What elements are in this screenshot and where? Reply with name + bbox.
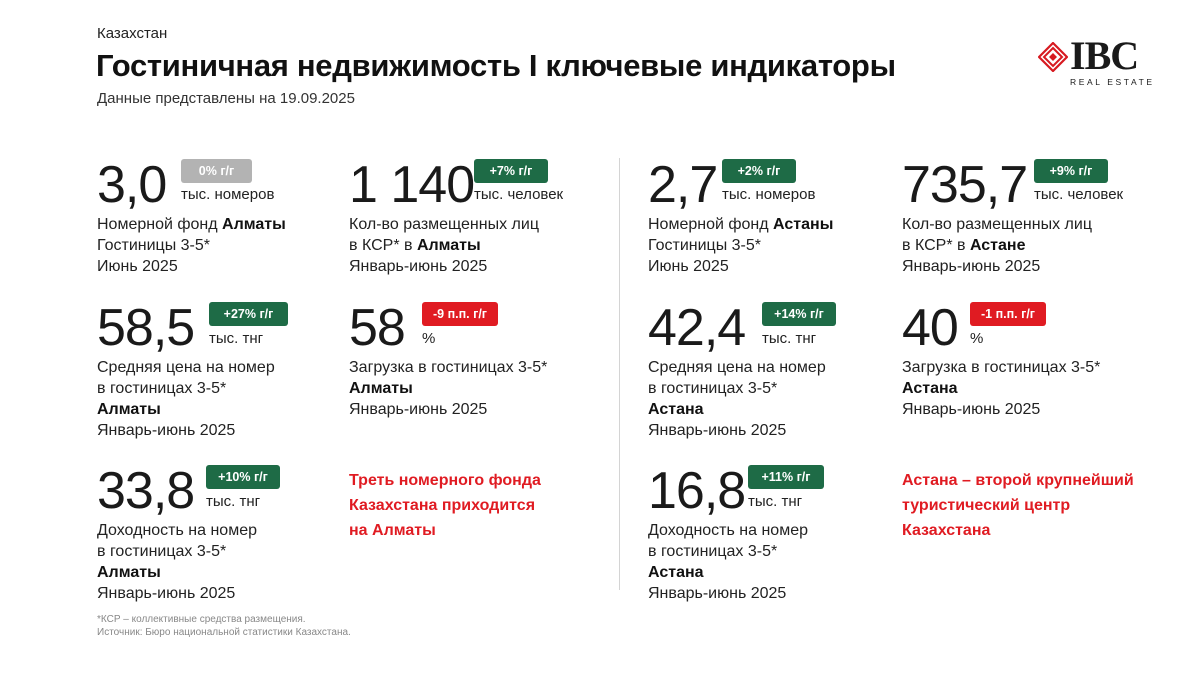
kpi-description: Номерной фонд Алматы Гостиницы 3-5* Июнь 2025 xyxy=(97,216,286,275)
kpi-value: 40 xyxy=(902,299,958,357)
kpi-description: Кол-во размещенных лиц в КСР* в Алматы Январь-июнь 2025 xyxy=(349,216,539,275)
ibc-logo-mark-icon xyxy=(1038,42,1068,72)
kpi-astana-guests xyxy=(902,158,1192,278)
kpi-change-badge: +2% г/г xyxy=(722,159,796,183)
kpi-value: 1 140 xyxy=(349,156,475,214)
kpi-almaty-load xyxy=(349,301,639,421)
kpi-change-badge: +27% г/г xyxy=(209,302,288,326)
ibc-logo xyxy=(1038,33,1155,90)
kpi-description: Загрузка в гостиницах 3-5* Астана Январь-июнь 2025 xyxy=(902,359,1101,418)
kpi-change-badge: 0% г/г xyxy=(181,159,252,183)
country-label: Казахстан xyxy=(97,25,168,42)
kpi-unit: тыс. тнг xyxy=(748,493,803,510)
kpi-almaty-guests xyxy=(349,158,639,278)
kpi-value: 3,0 xyxy=(97,156,167,214)
kpi-change-badge: +9% г/г xyxy=(1034,159,1108,183)
kpi-unit: тыс. тнг xyxy=(762,330,817,347)
kpi-change-badge: -1 п.п. г/г xyxy=(970,302,1046,326)
kpi-astana-rooms xyxy=(648,158,938,278)
almaty-highlight-note: Треть номерного фонда Казахстана приходится на Алматы xyxy=(349,472,541,539)
source-note: Источник: Бюро национальной статистики Казахстана. xyxy=(97,627,351,638)
kpi-change-badge: +10% г/г xyxy=(206,465,280,489)
kpi-astana-price xyxy=(648,301,938,441)
kpi-almaty-rooms xyxy=(97,158,387,278)
kpi-unit: тыс. номеров xyxy=(722,186,816,203)
kpi-change-badge: +14% г/г xyxy=(762,302,836,326)
kpi-value: 33,8 xyxy=(97,462,195,520)
kpi-unit: тыс. тнг xyxy=(206,493,261,510)
logo-subtitle: REAL ESTATE xyxy=(1070,77,1155,87)
kpi-astana-revpar xyxy=(648,464,938,604)
page-subtitle: Данные представлены на 19.09.2025 xyxy=(97,90,355,107)
kpi-value: 58 xyxy=(349,299,405,357)
kpi-change-badge: -9 п.п. г/г xyxy=(422,302,498,326)
kpi-astana-load xyxy=(902,301,1192,421)
kpi-description: Доходность на номер в гостиницах 3-5* Алматы Январь-июнь 2025 xyxy=(97,522,257,602)
page-title: Гостиничная недвижимость I ключевые индикаторы xyxy=(96,48,896,83)
kpi-description: Кол-во размещенных лиц в КСР* в Астане Январь-июнь 2025 xyxy=(902,216,1092,275)
kpi-description: Средняя цена на номер в гостиницах 3-5* Астана Январь-июнь 2025 xyxy=(648,359,826,439)
kpi-description: Загрузка в гостиницах 3-5* Алматы Январь-июнь 2025 xyxy=(349,359,548,418)
kpi-change-badge: +7% г/г xyxy=(474,159,548,183)
astana-highlight-note: Астана – второй крупнейший туристический центр Казахстана xyxy=(902,472,1134,539)
kpi-unit: тыс. человек xyxy=(474,186,564,203)
footnote: *КСР – коллективные средства размещения. xyxy=(97,614,306,625)
kpi-unit: тыс. человек xyxy=(1034,186,1124,203)
kpi-almaty-price xyxy=(97,301,387,441)
kpi-value: 42,4 xyxy=(648,299,746,357)
logo-name: IBC xyxy=(1070,33,1139,78)
kpi-unit: тыс. тнг xyxy=(209,330,264,347)
kpi-unit: % xyxy=(422,330,436,347)
kpi-unit: % xyxy=(970,330,984,347)
kpi-value: 58,5 xyxy=(97,299,195,357)
kpi-value: 735,7 xyxy=(902,156,1028,214)
kpi-value: 16,8 xyxy=(648,462,746,520)
kpi-description: Средняя цена на номер в гостиницах 3-5* Алматы Январь-июнь 2025 xyxy=(97,359,275,439)
kpi-description: Номерной фонд Астаны Гостиницы 3-5* Июнь 2025 xyxy=(648,216,834,275)
kpi-almaty-revpar xyxy=(97,464,387,604)
kpi-unit: тыс. номеров xyxy=(181,186,275,203)
kpi-value: 2,7 xyxy=(648,156,718,214)
kpi-change-badge: +11% г/г xyxy=(748,465,824,489)
kpi-description: Доходность на номер в гостиницах 3-5* Астана Январь-июнь 2025 xyxy=(648,522,808,602)
